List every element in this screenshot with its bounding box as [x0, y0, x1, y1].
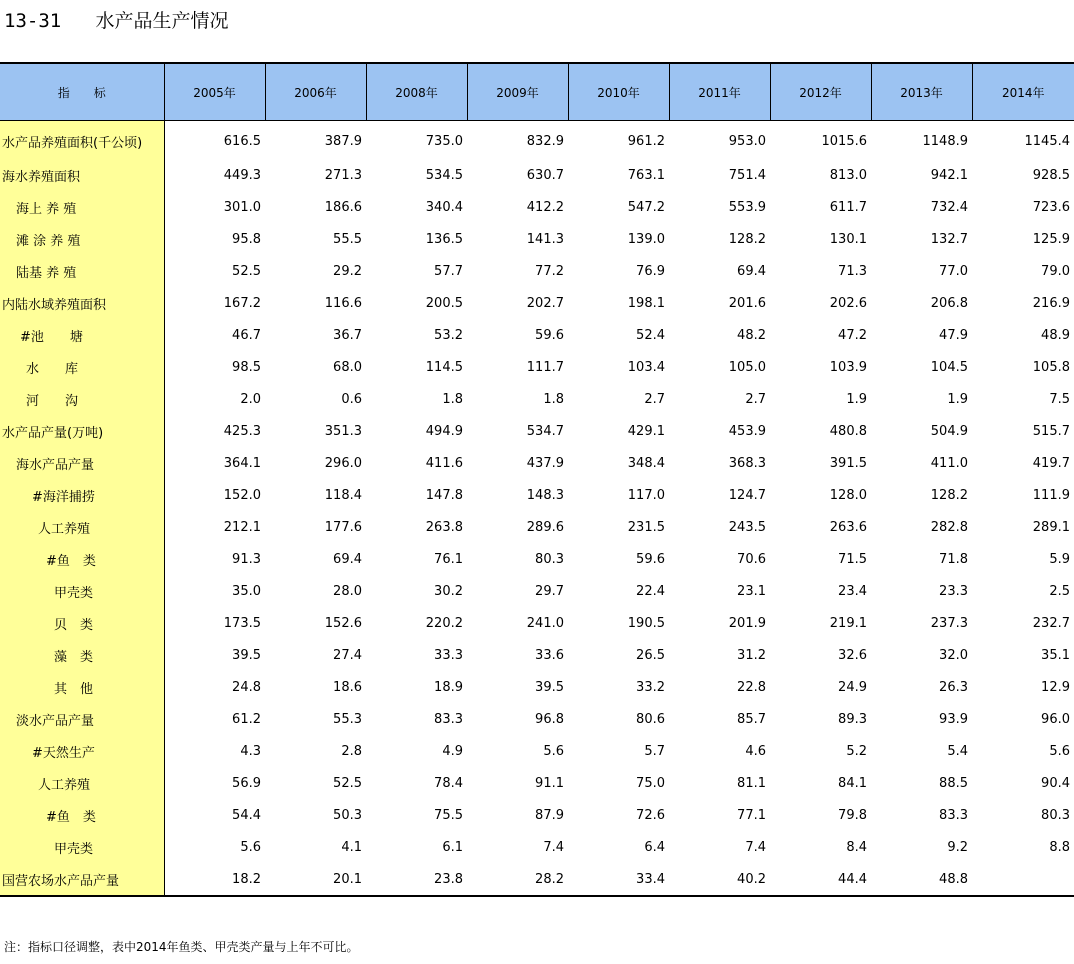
- table-cell: 1.9: [846, 391, 867, 407]
- data-table: [0, 62, 1074, 897]
- table-cell: 96.0: [1041, 711, 1070, 727]
- table-row: [0, 799, 1074, 831]
- table-row: [0, 319, 1074, 351]
- row-label: 水产品产量(万吨): [0, 415, 164, 447]
- table-cell: 391.5: [829, 455, 867, 471]
- table-cell: 23.8: [366, 863, 467, 896]
- table-cell: 55.3: [333, 711, 362, 727]
- table-cell: 289.6: [526, 519, 564, 535]
- table-cell: 104.5: [930, 359, 968, 375]
- table-cell: 953.0: [728, 134, 766, 149]
- table-row: [0, 639, 1074, 671]
- table-row: [0, 767, 1074, 799]
- table-cell: 48.2: [737, 327, 766, 343]
- column-header: 2011年: [669, 63, 770, 121]
- column-header: 2008年: [366, 63, 467, 121]
- table-cell: 91.3: [232, 551, 261, 567]
- row-label: 藻 类: [0, 639, 164, 671]
- table-cell: 29.2: [333, 263, 362, 279]
- table-cell: 26.3: [939, 679, 968, 695]
- table-cell: 364.1: [223, 455, 261, 471]
- table-cell: 437.9: [526, 455, 564, 471]
- row-label: #鱼 类: [0, 799, 164, 831]
- table-row: [0, 863, 1074, 896]
- table-cell: 36.7: [333, 327, 362, 343]
- table-row: [0, 191, 1074, 223]
- table-cell: 39.5: [535, 679, 564, 695]
- row-label: 甲壳类: [0, 575, 164, 607]
- table-cell: 33.2: [636, 679, 665, 695]
- table-cell: 54.4: [232, 807, 261, 823]
- table-cell: 12.9: [1041, 679, 1070, 695]
- table-cell: 173.5: [223, 615, 261, 631]
- row-label: 其 他: [0, 671, 164, 703]
- table-cell: 111.7: [526, 359, 564, 375]
- row-label: 甲壳类: [0, 831, 164, 863]
- table-cell: [972, 863, 1074, 896]
- table-cell: 202.7: [526, 295, 564, 311]
- table-cell: 296.0: [324, 455, 362, 471]
- table-cell: 1.9: [947, 391, 968, 407]
- table-cell: 128.0: [829, 487, 867, 503]
- table-cell: 68.0: [333, 359, 362, 375]
- table-cell: 96.8: [535, 711, 564, 727]
- table-cell: 429.1: [627, 423, 665, 439]
- table-cell: 91.1: [535, 775, 564, 791]
- table-cell: 136.5: [425, 231, 463, 247]
- table-cell: 71.8: [939, 551, 968, 567]
- table-cell: 547.2: [627, 199, 665, 215]
- table-cell: 289.1: [1032, 519, 1070, 535]
- table-cell: 494.9: [425, 423, 463, 439]
- table-cell: 301.0: [223, 199, 261, 215]
- table-cell: 93.9: [939, 711, 968, 727]
- column-header: 指 标: [0, 63, 164, 121]
- table-cell: 8.8: [1049, 839, 1070, 855]
- table-cell: 76.1: [434, 551, 463, 567]
- table-cell: 103.4: [627, 359, 665, 375]
- table-cell: 231.5: [627, 519, 665, 535]
- table-cell: 61.2: [232, 711, 261, 727]
- table-cell: 263.6: [829, 519, 867, 535]
- table-header-row: [0, 63, 1074, 121]
- table-cell: 7.5: [1049, 391, 1070, 407]
- table-cell: 71.3: [838, 263, 867, 279]
- table-cell: 128.2: [728, 231, 766, 247]
- table-row: [0, 223, 1074, 255]
- table-cell: 2.8: [341, 743, 362, 759]
- table-cell: 5.6: [543, 743, 564, 759]
- table-cell: 56.9: [232, 775, 261, 791]
- table-cell: 453.9: [728, 423, 766, 439]
- table-cell: 48.8: [871, 863, 972, 896]
- table-cell: 425.3: [223, 423, 261, 439]
- table-row: [0, 543, 1074, 575]
- table-cell: 5.2: [846, 743, 867, 759]
- table-cell: 69.4: [333, 551, 362, 567]
- table-cell: 4.6: [745, 743, 766, 759]
- footnote: 注：指标口径调整，表中2014年鱼类、甲壳类产量与上年不可比。: [4, 940, 359, 954]
- table-cell: 57.7: [434, 263, 463, 279]
- table-cell: 79.8: [838, 807, 867, 823]
- table-cell: 80.6: [636, 711, 665, 727]
- table-cell: 22.4: [636, 583, 665, 599]
- table-cell: 33.4: [568, 863, 669, 896]
- table-cell: 35.0: [232, 583, 261, 599]
- table-row: [0, 511, 1074, 543]
- table-cell: 152.0: [223, 487, 261, 503]
- row-label: #鱼 类: [0, 543, 164, 575]
- table-cell: 130.1: [829, 231, 867, 247]
- table-cell: 1.8: [543, 391, 564, 407]
- table-cell: 212.1: [223, 519, 261, 535]
- table-cell: 28.0: [333, 583, 362, 599]
- table-cell: 630.7: [526, 167, 564, 183]
- row-label: 贝 类: [0, 607, 164, 639]
- table-cell: 83.3: [434, 711, 463, 727]
- row-label: 陆基 养 殖: [0, 255, 164, 287]
- table-cell: 20.1: [265, 863, 366, 896]
- table-cell: 4.1: [341, 839, 362, 855]
- table-cell: 7.4: [543, 839, 564, 855]
- table-cell: 412.2: [526, 199, 564, 215]
- table-cell: 202.6: [829, 295, 867, 311]
- table-row: [0, 383, 1074, 415]
- table-cell: 5.6: [1049, 743, 1070, 759]
- table-cell: 732.4: [930, 199, 968, 215]
- table-cell: 200.5: [425, 295, 463, 311]
- table-cell: 961.2: [627, 134, 665, 149]
- table-cell: 243.5: [728, 519, 766, 535]
- table-row: [0, 831, 1074, 863]
- table-row: [0, 607, 1074, 639]
- table-cell: 111.9: [1032, 487, 1070, 503]
- table-cell: 282.8: [930, 519, 968, 535]
- table-cell: 29.7: [535, 583, 564, 599]
- row-label: 河 沟: [0, 383, 164, 415]
- table-cell: 813.0: [829, 167, 867, 183]
- table-cell: 89.3: [838, 711, 867, 727]
- column-header: 2012年: [770, 63, 871, 121]
- table-cell: 190.5: [627, 615, 665, 631]
- table-cell: 44.4: [770, 863, 871, 896]
- table-cell: 271.3: [324, 167, 362, 183]
- row-label: 国营农场水产品产量: [0, 863, 164, 896]
- table-cell: 504.9: [930, 423, 968, 439]
- table-cell: 75.0: [636, 775, 665, 791]
- table-cell: 232.7: [1032, 615, 1070, 631]
- table-cell: 263.8: [425, 519, 463, 535]
- table-cell: 24.9: [838, 679, 867, 695]
- table-cell: 33.6: [535, 647, 564, 663]
- table-cell: 35.1: [1041, 647, 1070, 663]
- table-cell: 71.5: [838, 551, 867, 567]
- table-cell: 177.6: [324, 519, 362, 535]
- table-cell: 27.4: [333, 647, 362, 663]
- column-header: 2005年: [164, 63, 265, 121]
- table-cell: 723.6: [1032, 199, 1070, 215]
- table-cell: 5.4: [947, 743, 968, 759]
- table-cell: 28.2: [467, 863, 568, 896]
- table-cell: 147.8: [425, 487, 463, 503]
- table-row: [0, 703, 1074, 735]
- table-cell: 26.5: [636, 647, 665, 663]
- table-cell: 4.3: [240, 743, 261, 759]
- table-cell: 480.8: [829, 423, 867, 439]
- table-cell: 201.9: [728, 615, 766, 631]
- table-cell: 1148.9: [922, 134, 968, 149]
- table-cell: 411.0: [930, 455, 968, 471]
- table-cell: 83.3: [939, 807, 968, 823]
- table-cell: 128.2: [930, 487, 968, 503]
- table-cell: 132.7: [930, 231, 968, 247]
- table-cell: 18.6: [333, 679, 362, 695]
- column-header: 2010年: [568, 63, 669, 121]
- table-cell: 6.1: [442, 839, 463, 855]
- table-row: [0, 287, 1074, 319]
- row-label: 人工养殖: [0, 511, 164, 543]
- table-cell: 22.8: [737, 679, 766, 695]
- row-label: 水产品养殖面积(千公顷): [0, 121, 164, 160]
- table-row: [0, 447, 1074, 479]
- table-cell: 139.0: [627, 231, 665, 247]
- table-cell: 125.9: [1032, 231, 1070, 247]
- table-cell: 2.7: [745, 391, 766, 407]
- table-cell: 78.4: [434, 775, 463, 791]
- table-cell: 534.5: [425, 167, 463, 183]
- table-cell: 31.2: [737, 647, 766, 663]
- table-cell: 77.0: [939, 263, 968, 279]
- table-cell: 611.7: [829, 199, 867, 215]
- table-cell: 928.5: [1032, 167, 1070, 183]
- table-cell: 186.6: [324, 199, 362, 215]
- table-cell: 70.6: [737, 551, 766, 567]
- table-cell: 52.4: [636, 327, 665, 343]
- table-cell: 616.5: [223, 134, 261, 149]
- table-cell: 1.8: [442, 391, 463, 407]
- table-cell: 6.4: [644, 839, 665, 855]
- table-cell: 53.2: [434, 327, 463, 343]
- table-cell: 419.7: [1032, 455, 1070, 471]
- table-cell: 40.2: [669, 863, 770, 896]
- table-cell: 5.6: [240, 839, 261, 855]
- table-cell: 98.5: [232, 359, 261, 375]
- table-cell: 76.9: [636, 263, 665, 279]
- table-cell: 85.7: [737, 711, 766, 727]
- table-cell: 4.9: [442, 743, 463, 759]
- table-cell: 24.8: [232, 679, 261, 695]
- table-cell: 59.6: [535, 327, 564, 343]
- table-cell: 241.0: [526, 615, 564, 631]
- table-cell: 237.3: [930, 615, 968, 631]
- table-cell: 23.3: [939, 583, 968, 599]
- table-cell: 152.6: [324, 615, 362, 631]
- table-cell: 763.1: [627, 167, 665, 183]
- column-header: 2006年: [265, 63, 366, 121]
- table-cell: 116.6: [324, 295, 362, 311]
- table-cell: 47.2: [838, 327, 867, 343]
- table-cell: 124.7: [728, 487, 766, 503]
- table-cell: 751.4: [728, 167, 766, 183]
- table-cell: 32.0: [939, 647, 968, 663]
- table-cell: 9.2: [947, 839, 968, 855]
- table-cell: 7.4: [745, 839, 766, 855]
- table-cell: 201.6: [728, 295, 766, 311]
- column-header: 2014年: [972, 63, 1074, 121]
- table-cell: 80.3: [535, 551, 564, 567]
- table-cell: 141.3: [526, 231, 564, 247]
- table-cell: 2.7: [644, 391, 665, 407]
- table-cell: 80.3: [1041, 807, 1070, 823]
- table-row: [0, 255, 1074, 287]
- table-cell: 735.0: [425, 134, 463, 149]
- row-label: 海上 养 殖: [0, 191, 164, 223]
- table-cell: 348.4: [627, 455, 665, 471]
- table-cell: 5.7: [644, 743, 665, 759]
- table-row: [0, 575, 1074, 607]
- table-body: [0, 121, 1074, 897]
- table-cell: 77.1: [737, 807, 766, 823]
- table-cell: 95.8: [232, 231, 261, 247]
- table-cell: 79.0: [1041, 263, 1070, 279]
- table-cell: 206.8: [930, 295, 968, 311]
- table-cell: 47.9: [939, 327, 968, 343]
- row-label: 海水养殖面积: [0, 159, 164, 191]
- table-cell: 553.9: [728, 199, 766, 215]
- row-label: 海水产品产量: [0, 447, 164, 479]
- table-row: [0, 415, 1074, 447]
- table-cell: 72.6: [636, 807, 665, 823]
- column-header: 2013年: [871, 63, 972, 121]
- table-row: [0, 671, 1074, 703]
- table-cell: 55.5: [333, 231, 362, 247]
- table-row: [0, 121, 1074, 160]
- row-label: 人工养殖: [0, 767, 164, 799]
- table-cell: 219.1: [829, 615, 867, 631]
- table-cell: 23.1: [737, 583, 766, 599]
- table-cell: 340.4: [425, 199, 463, 215]
- row-label: 水 库: [0, 351, 164, 383]
- table-cell: 0.6: [341, 391, 362, 407]
- page-title: 13-31 水产品生产情况: [4, 10, 229, 32]
- table-cell: 117.0: [627, 487, 665, 503]
- table-cell: 90.4: [1041, 775, 1070, 791]
- table-cell: 1015.6: [821, 134, 867, 149]
- column-header: 2009年: [467, 63, 568, 121]
- table-cell: 32.6: [838, 647, 867, 663]
- table-cell: 220.2: [425, 615, 463, 631]
- table-row: [0, 479, 1074, 511]
- table-row: [0, 159, 1074, 191]
- table-cell: 411.6: [425, 455, 463, 471]
- row-label: #天然生产: [0, 735, 164, 767]
- table-cell: 84.1: [838, 775, 867, 791]
- table-cell: 33.3: [434, 647, 463, 663]
- table-cell: 198.1: [627, 295, 665, 311]
- table-cell: 105.0: [728, 359, 766, 375]
- table-row: [0, 351, 1074, 383]
- table-cell: 534.7: [526, 423, 564, 439]
- table-cell: 48.9: [1041, 327, 1070, 343]
- table-cell: 87.9: [535, 807, 564, 823]
- table-cell: 59.6: [636, 551, 665, 567]
- table-cell: 942.1: [930, 167, 968, 183]
- table-cell: 1145.4: [1024, 134, 1070, 149]
- table-cell: 216.9: [1032, 295, 1070, 311]
- table-cell: 69.4: [737, 263, 766, 279]
- table-cell: 2.0: [240, 391, 261, 407]
- table-cell: 50.3: [333, 807, 362, 823]
- table-cell: 351.3: [324, 423, 362, 439]
- table-cell: 30.2: [434, 583, 463, 599]
- table-cell: 52.5: [333, 775, 362, 791]
- table-cell: 18.9: [434, 679, 463, 695]
- table-cell: 114.5: [425, 359, 463, 375]
- table-cell: 81.1: [737, 775, 766, 791]
- row-label: #池 塘: [0, 319, 164, 351]
- table-cell: 387.9: [324, 134, 362, 149]
- table-cell: 2.5: [1049, 583, 1070, 599]
- table-cell: 105.8: [1032, 359, 1070, 375]
- table-cell: 23.4: [838, 583, 867, 599]
- table-cell: 832.9: [526, 134, 564, 149]
- row-label: #海洋捕捞: [0, 479, 164, 511]
- table-cell: 449.3: [223, 167, 261, 183]
- table-cell: 39.5: [232, 647, 261, 663]
- table-cell: 18.2: [164, 863, 265, 896]
- table-cell: 8.4: [846, 839, 867, 855]
- table-cell: 77.2: [535, 263, 564, 279]
- row-label: 滩 涂 养 殖: [0, 223, 164, 255]
- table-cell: 148.3: [526, 487, 564, 503]
- row-label: 淡水产品产量: [0, 703, 164, 735]
- table-cell: 5.9: [1049, 551, 1070, 567]
- table-cell: 167.2: [223, 295, 261, 311]
- row-label: 内陆水域养殖面积: [0, 287, 164, 319]
- table-cell: 75.5: [434, 807, 463, 823]
- table-cell: 103.9: [829, 359, 867, 375]
- table-cell: 368.3: [728, 455, 766, 471]
- table-cell: 88.5: [939, 775, 968, 791]
- table-cell: 52.5: [232, 263, 261, 279]
- table-cell: 46.7: [232, 327, 261, 343]
- table-cell: 515.7: [1032, 423, 1070, 439]
- table-cell: 118.4: [324, 487, 362, 503]
- table-row: [0, 735, 1074, 767]
